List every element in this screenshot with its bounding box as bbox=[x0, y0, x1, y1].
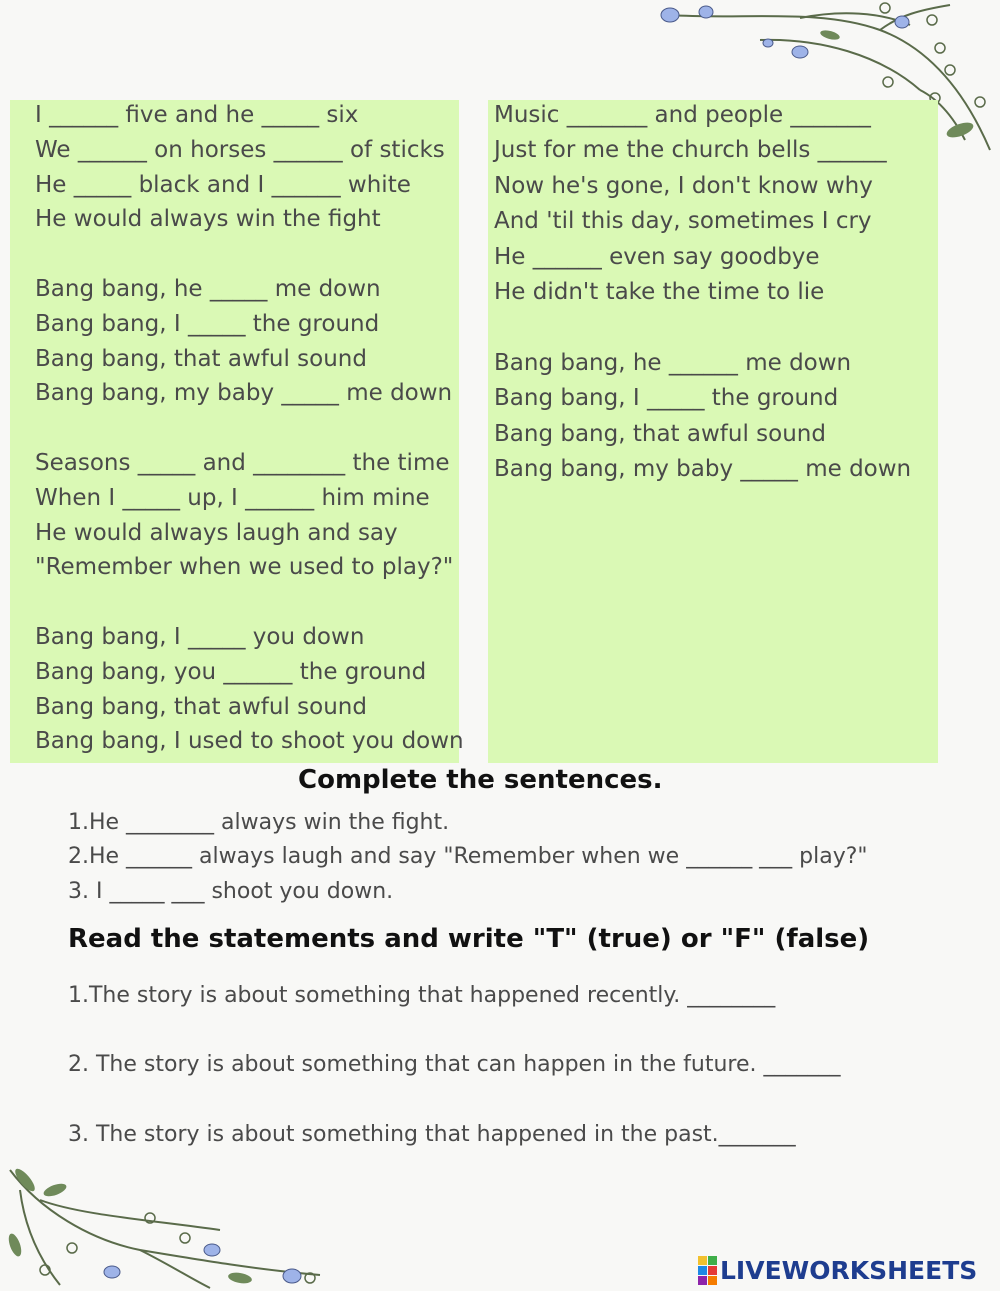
complete-item-2: 2.He ______ always laugh and say "Remember when we ______ ___ play?" bbox=[68, 844, 868, 869]
lyric-line: Bang bang, he _____ me down bbox=[35, 276, 381, 302]
lyric-line: He _____ black and I ______ white bbox=[35, 171, 411, 198]
lyric-line: Music _______ and people _______ bbox=[494, 102, 871, 128]
lyric-line: He would always laugh and say bbox=[35, 519, 398, 546]
complete-sentences-heading: Complete the sentences. bbox=[298, 765, 663, 795]
lyric-line: Bang bang, I _____ the ground bbox=[35, 310, 380, 337]
complete-item-3: 3. I _____ ___ shoot you down. bbox=[68, 879, 394, 904]
lyric-line: Seasons _____ and ________ the time bbox=[35, 450, 450, 476]
tf-item-2: 2. The story is about something that can happen in the future. _______ bbox=[68, 1052, 841, 1077]
lyrics-box-left bbox=[10, 100, 464, 763]
lyric-line: I ______ five and he _____ six bbox=[35, 102, 359, 128]
lyric-line: Bang bang, my baby _____ me down bbox=[35, 380, 453, 407]
lyric-line: He ______ even say goodbye bbox=[494, 243, 820, 270]
floral-decoration-bottom bbox=[0, 1160, 330, 1291]
lyric-line: He would always win the fight bbox=[35, 206, 381, 233]
lyric-line: Bang bang, that awful sound bbox=[494, 420, 826, 447]
lyric-line: Bang bang, I _____ you down bbox=[35, 624, 365, 650]
lyric-line: He didn't take the time to lie bbox=[494, 279, 825, 305]
lyric-line: Bang bang, my baby _____ me down bbox=[494, 456, 912, 482]
liveworksheets-logo bbox=[698, 1254, 977, 1286]
lyric-line: Bang bang, he ______ me down bbox=[494, 349, 852, 376]
lyric-line: Now he's gone, I don't know why bbox=[494, 172, 873, 199]
lyric-line: "Remember when we used to play?" bbox=[35, 554, 454, 581]
complete-item-1: 1.He ________ always win the fight. bbox=[68, 810, 450, 835]
lyric-line: Bang bang, you ______ the ground bbox=[35, 658, 427, 685]
true-false-heading: Read the statements and write "T" (true) or "F" (false) bbox=[68, 924, 870, 954]
tf-item-3: 3. The story is about something that happened in the past._______ bbox=[68, 1122, 796, 1147]
lyric-line: When I _____ up, I ______ him mine bbox=[35, 484, 430, 511]
lyric-line: We ______ on horses ______ of sticks bbox=[35, 136, 445, 163]
lyric-line: Bang bang, that awful sound bbox=[35, 345, 367, 372]
liveworksheets-mark-icon bbox=[698, 1256, 717, 1285]
lyric-line: Bang bang, I _____ the ground bbox=[494, 385, 839, 412]
lyrics-box-right bbox=[488, 100, 938, 763]
lyric-line: Bang bang, I used to shoot you down bbox=[35, 728, 464, 755]
tf-item-1: 1.The story is about something that happened recently. ________ bbox=[68, 983, 776, 1008]
lyric-line: Just for me the church bells ______ bbox=[494, 137, 887, 164]
liveworksheets-wordmark: LIVEWORKSHEETS bbox=[720, 1255, 978, 1285]
lyric-line: And 'til this day, sometimes I cry bbox=[494, 208, 872, 235]
lyric-line: Bang bang, that awful sound bbox=[35, 693, 367, 720]
